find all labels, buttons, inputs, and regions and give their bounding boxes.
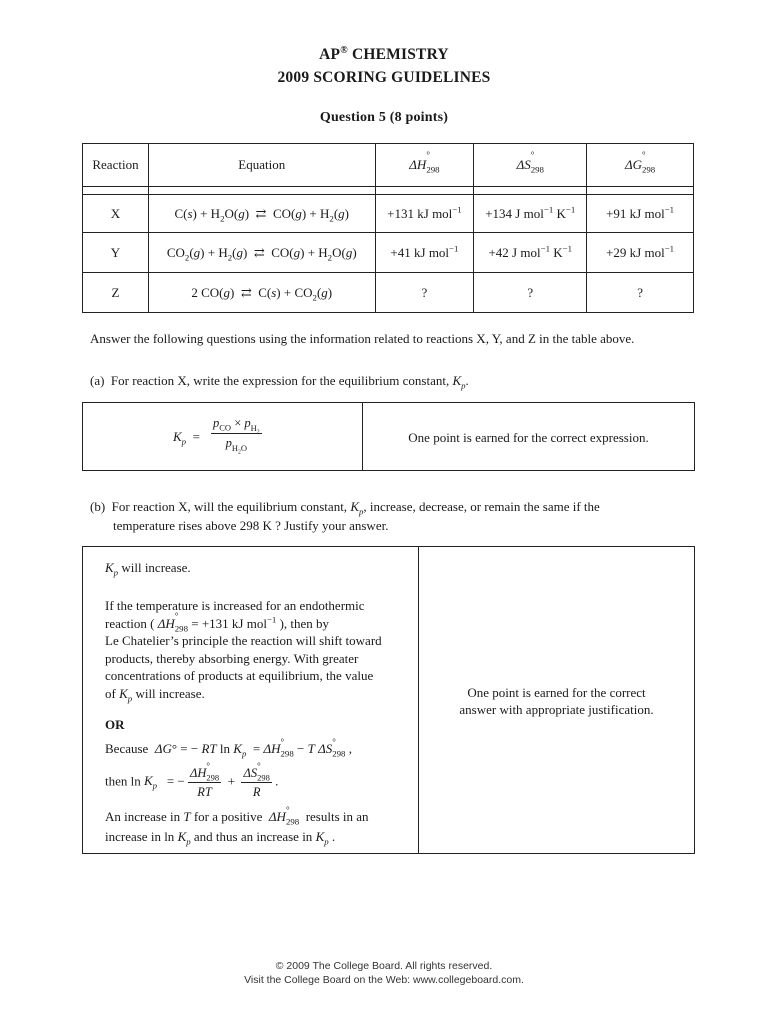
document-subtitle: 2009 SCORING GUIDELINES	[277, 69, 491, 86]
dG-value: ?	[587, 273, 694, 313]
footer-website: Visit the College Board on the Web: www.collegeboard.com.	[244, 974, 524, 986]
reaction-label: X	[83, 195, 149, 233]
reaction-table	[82, 143, 694, 313]
dS-value: ?	[474, 273, 587, 313]
conclusion-text: An increase in T for a positive ΔH ° $_{298}$ results in an increase in $\ln K_p$ and thus an increase in $K_p$ .	[105, 805, 369, 847]
part-a-scoring: One point is earned for the correct expression.	[408, 430, 649, 445]
header-dH: ΔH ° $_{298}$	[375, 144, 474, 187]
part-a-question: (a) For reaction X, write the expression for the equilibrium constant, $K_p$.	[90, 373, 469, 391]
thermo-equation: Because ΔG° = − RT $\ln K_p = \Delta H$ ° $_{298}$ − T ΔS ° $_{298}$ ,	[105, 737, 352, 759]
intro-text: Answer the following questions using the information related to reactions X, Y, and Z in the table above.	[90, 331, 635, 346]
ln-kp-equation: then $\ln K_p$ = − ΔH ° $_{298}$ RT + ΔS ° $_{298}$ R .	[105, 761, 279, 799]
header-dS: ΔS ° $_{298}$	[474, 144, 587, 187]
equation: $CO_2(g) + H_2(g)$ ⇄ $CO(g) + H_2O(g)$	[148, 233, 375, 273]
header-equation: Equation	[148, 144, 375, 187]
footer-copyright: © 2009 The College Board. All rights reserved.	[275, 960, 493, 972]
dH-value: +41 kJ mol$^{-1}$	[375, 233, 474, 273]
part-a-answer-box	[82, 402, 695, 471]
dH-value: +131 kJ mol$^{-1}$	[375, 195, 474, 233]
reaction-label: Z	[83, 273, 149, 313]
dS-value: +42 J mol$^{-1}$ $K^{-1}$	[474, 233, 587, 273]
question-heading: Question 5 (8 points)	[319, 110, 449, 125]
kp-expression: $K_p$ = $p_{CO} \times p_{H_2}$ $p_{H_2O}$	[83, 403, 363, 470]
part-b-answer-box	[82, 546, 695, 854]
table-row	[83, 233, 694, 273]
or-label: OR	[105, 717, 125, 732]
header-dG: ΔG ° $_{298}$	[587, 144, 694, 187]
part-b-question: (b) For reaction X, will the equilibrium constant, $K_p$, increase, decrease, or remain the same if the temperature rises above 298 K ? Justify your answer.	[90, 499, 600, 533]
equation: $C(s) + H_2O(g)$ ⇄ $CO(g) + H_2(g)$	[148, 195, 375, 233]
dH-value: ?	[375, 273, 474, 313]
le-chatelier-explanation: If the temperature is increased for an endothermic reaction ( ΔH ° $_{298}$ = +131 kJ mol$^{-1}$ ), then by Le Chatelier’s principle the reaction will shift toward products, thereby absorbing energy. With greater concentrations of products at equilibrium, the value of $K_p$ will increase.	[105, 598, 382, 704]
dG-value: +91 kJ mol$^{-1}$	[587, 195, 694, 233]
answer-statement: $K_p$ will increase.	[105, 560, 191, 578]
part-b-justification	[83, 547, 419, 853]
part-b-scoring: One point is earned for the correct answer with appropriate justification.	[459, 685, 654, 717]
header-reaction: Reaction	[83, 144, 149, 187]
dS-value: +134 J mol$^{-1}$ $K^{-1}$	[474, 195, 587, 233]
equation: 2 CO(g) ⇄ $C(s) + CO_2(g)$	[148, 273, 375, 313]
reaction-label: Y	[83, 233, 149, 273]
dG-value: +29 kJ mol$^{-1}$	[587, 233, 694, 273]
table-row	[83, 195, 694, 233]
document-title: AP® CHEMISTRY	[319, 44, 449, 63]
table-row	[83, 273, 694, 313]
